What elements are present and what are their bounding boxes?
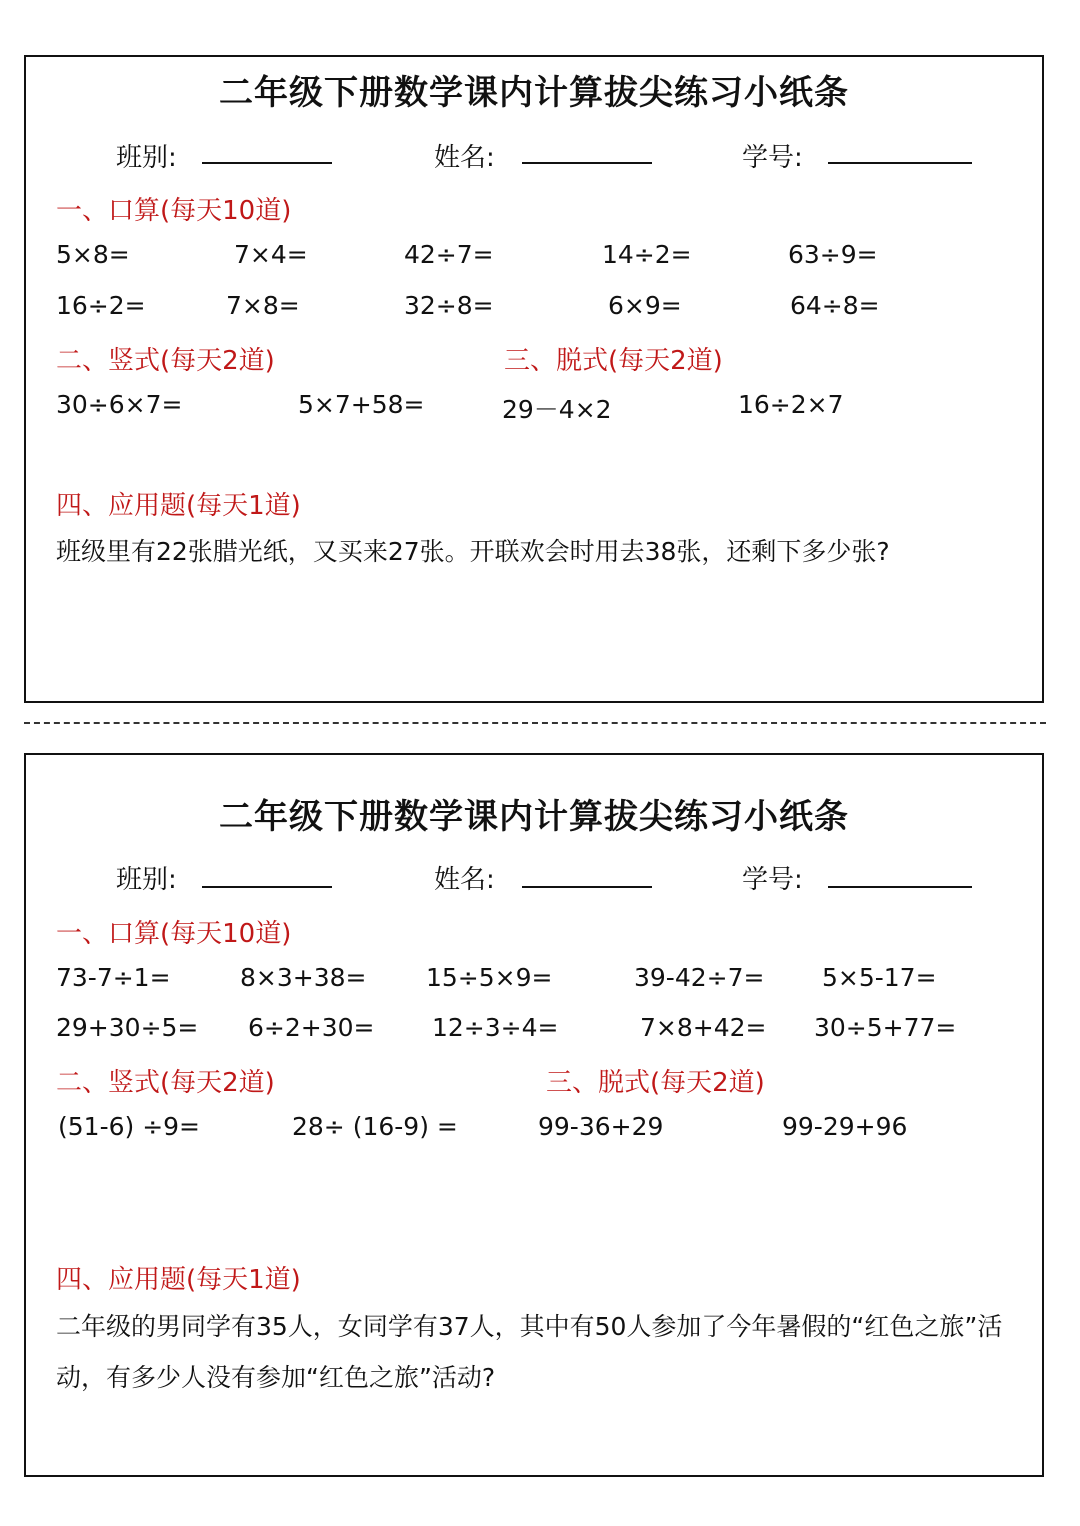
step-calc-problem: 16÷2×7 (738, 390, 844, 419)
word-problem-text: 二年级的男同学有35人，女同学有37人，其中有50人参加了今年暑假的“红色之旅”活动，有多少人没有参加“红色之旅”活动? (56, 1312, 1003, 1392)
mental-math-problem: 6÷2+30= (248, 1013, 375, 1042)
name-blank[interactable] (522, 162, 652, 164)
mental-math-problem: 39-42÷7= (634, 963, 765, 992)
step-calc-problem: 99-36+29 (538, 1112, 664, 1141)
vertical-calc-problem: (51-6) ÷9= (58, 1112, 200, 1141)
slip-title: 二年级下册数学课内计算拔尖练习小纸条 (219, 797, 849, 837)
mental-math-problem: 15÷5×9= (426, 963, 553, 992)
section-vertical-calc-title: 二、竖式(每天2道) (56, 1068, 275, 1098)
mental-math-problem: 7×4= (234, 240, 308, 269)
mental-math-problem: 5×8= (56, 240, 130, 269)
section-word-problem-title: 四、应用题(每天1道) (56, 491, 301, 521)
section-step-calc-title: 三、脱式(每天2道) (546, 1068, 765, 1098)
section-mental-math-title: 一、口算(每天10道) (56, 196, 292, 226)
step-calc-problem: 99-29+96 (782, 1112, 908, 1141)
mental-math-problem: 7×8= (226, 291, 300, 320)
mental-math-problem: 14÷2= (602, 240, 692, 269)
student-number-blank[interactable] (828, 886, 972, 888)
student-number-blank[interactable] (828, 162, 972, 164)
slip-title: 二年级下册数学课内计算拔尖练习小纸条 (219, 73, 849, 113)
mental-math-problem: 64÷8= (790, 291, 880, 320)
mental-math-problem: 5×5-17= (822, 963, 937, 992)
mental-math-problem: 73-7÷1= (56, 963, 171, 992)
mental-math-problem: 6×9= (608, 291, 682, 320)
word-problem-text: 班级里有22张腊光纸，又买来27张。开联欢会时用去38张，还剩下多少张? (56, 537, 890, 566)
student-number-label: 学号: (742, 143, 803, 173)
vertical-calc-problem: 28÷ (16-9) = (292, 1112, 458, 1141)
name-label: 姓名: (434, 143, 495, 173)
mental-math-problem: 29+30÷5= (56, 1013, 199, 1042)
class-blank[interactable] (202, 162, 332, 164)
name-label: 姓名: (434, 865, 495, 895)
mental-math-problem: 42÷7= (404, 240, 494, 269)
mental-math-problem: 12÷3÷4= (432, 1013, 559, 1042)
section-word-problem-title: 四、应用题(每天1道) (56, 1265, 301, 1295)
mental-math-problem: 63÷9= (788, 240, 878, 269)
practice-slip-2 (24, 753, 1044, 1477)
mental-math-problem: 16÷2= (56, 291, 146, 320)
mental-math-problem: 30÷5+77= (814, 1013, 957, 1042)
mental-math-problem: 8×3+38= (240, 963, 367, 992)
class-label: 班别: (116, 143, 177, 173)
section-step-calc-title: 三、脱式(每天2道) (504, 346, 723, 376)
vertical-calc-problem: 30÷6×7= (56, 390, 183, 419)
cut-line-divider (24, 722, 1046, 724)
class-blank[interactable] (202, 886, 332, 888)
name-blank[interactable] (522, 886, 652, 888)
section-vertical-calc-title: 二、竖式(每天2道) (56, 346, 275, 376)
mental-math-problem: 7×8+42= (640, 1013, 767, 1042)
student-number-label: 学号: (742, 865, 803, 895)
mental-math-problem: 32÷8= (404, 291, 494, 320)
practice-slip-1 (24, 55, 1044, 703)
step-calc-problem: 29－4×2 (502, 395, 612, 424)
section-mental-math-title: 一、口算(每天10道) (56, 919, 292, 949)
class-label: 班别: (116, 865, 177, 895)
vertical-calc-problem: 5×7+58= (298, 390, 425, 419)
